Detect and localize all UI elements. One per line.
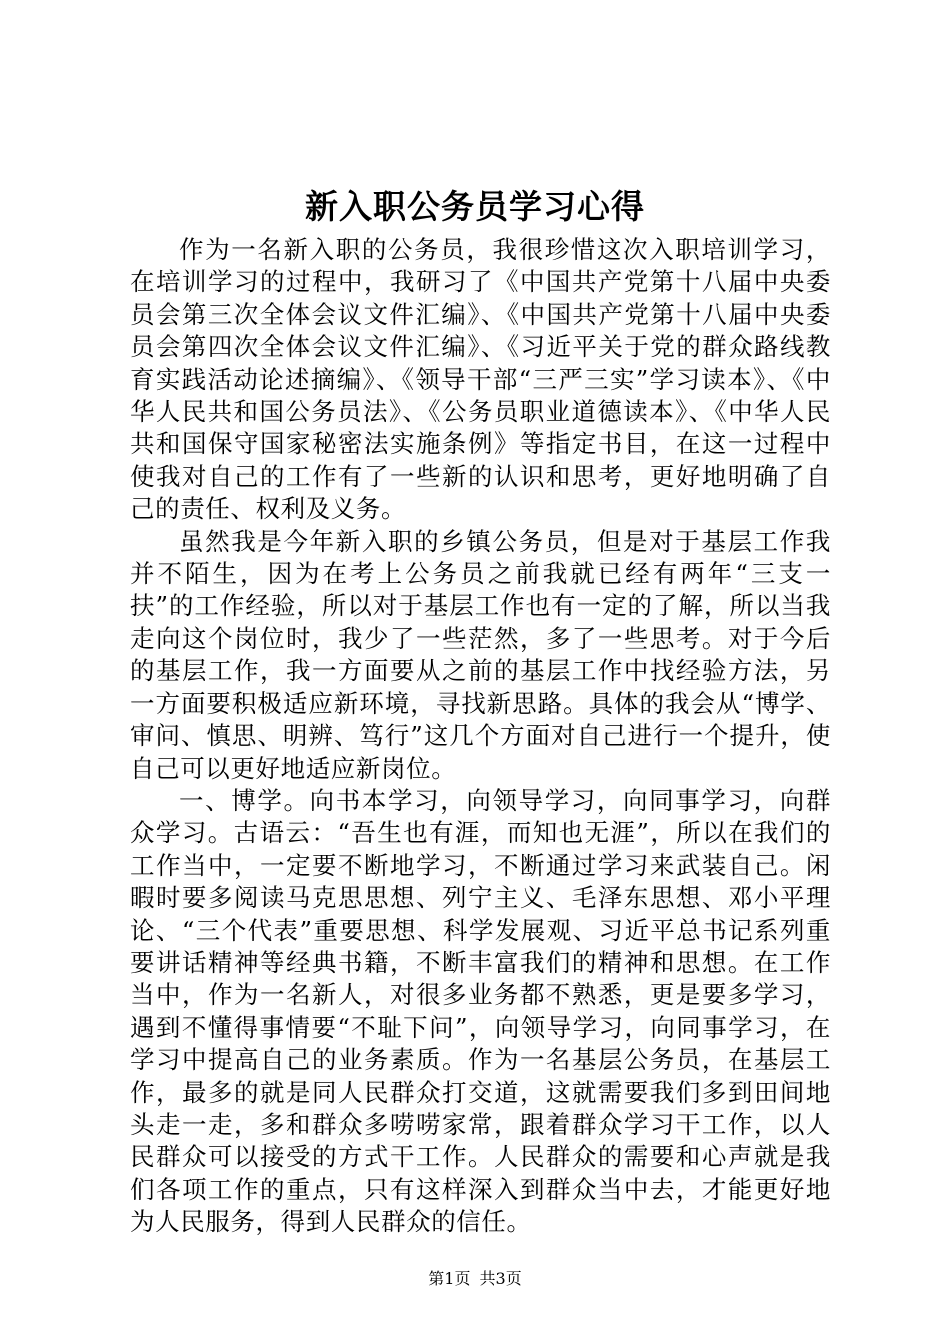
paragraph-background: 虽然我是今年新入职的乡镇公务员，但是对于基层工作我并不陌生，因为在考上公务员之前我就已经有两年“三支一扶”的工作经验，所以对于基层工作也有一定的了解，所以当我走向这个岗位时，我少了一些茫然，多了一些思考。对于今后的基层工作，我一方面要从之前的基层工作中找经验方法，另一方面要积极适应新环境，寻找新思路。具体的我会从“博学、审问、慎思、明辨、笃行”这几个方面对自己进行一个提升，使自己可以更好地适应新岗位。: [130, 526, 831, 783]
document-body: [130, 234, 831, 1239]
document-title: 新入职公务员学习心得: [305, 187, 645, 226]
page-number-footer: 第1页 共3页: [428, 1269, 522, 1288]
paragraph-boxue: 一、博学。向书本学习，向领导学习，向同事学习，向群众学习。古语云：“吾生也有涯，而知也无涯”，所以在我们的工作当中，一定要不断地学习，不断通过学习来武装自己。闲暇时要多阅读马克思思想、列宁主义、毛泽东思想、邓小平理论、“三个代表”重要思想、科学发展观、习近平总书记系列重要讲话精神等经典书籍，不断丰富我们的精神和思想。在工作当中，作为一名新人，对很多业务都不熟悉，更是要多学习，遇到不懂得事情要“不耻下问”，向领导学习，向同事学习，在学习中提高自己的业务素质。作为一名基层公务员，在基层工作，最多的就是同人民群众打交道，这就需要我们多到田间地头走一走，多和群众多唠唠家常，跟着群众学习干工作，以人民群众可以接受的方式干工作。人民群众的需要和心声就是我们各项工作的重点，只有这样深入到群众当中去，才能更好地为人民服务，得到人民群众的信任。: [130, 785, 831, 1237]
paragraph-intro: 作为一名新入职的公务员，我很珍惜这次入职培训学习，在培训学习的过程中，我研习了《中国共产党第十八届中央委员会第三次全体会议文件汇编》、《中国共产党第十八届中央委员会第四次全体会议文件汇编》、《习近平关于党的群众路线教育实践活动论述摘编》、《领导干部“三严三实”学习读本》、《中华人民共和国公务员法》、《公务员职业道德读本》、《中华人民共和国保守国家秘密法实施条例》等指定书目，在这一过程中使我对自己的工作有了一些新的认识和思考，更好地明确了自己的责任、权利及义务。: [130, 235, 831, 524]
